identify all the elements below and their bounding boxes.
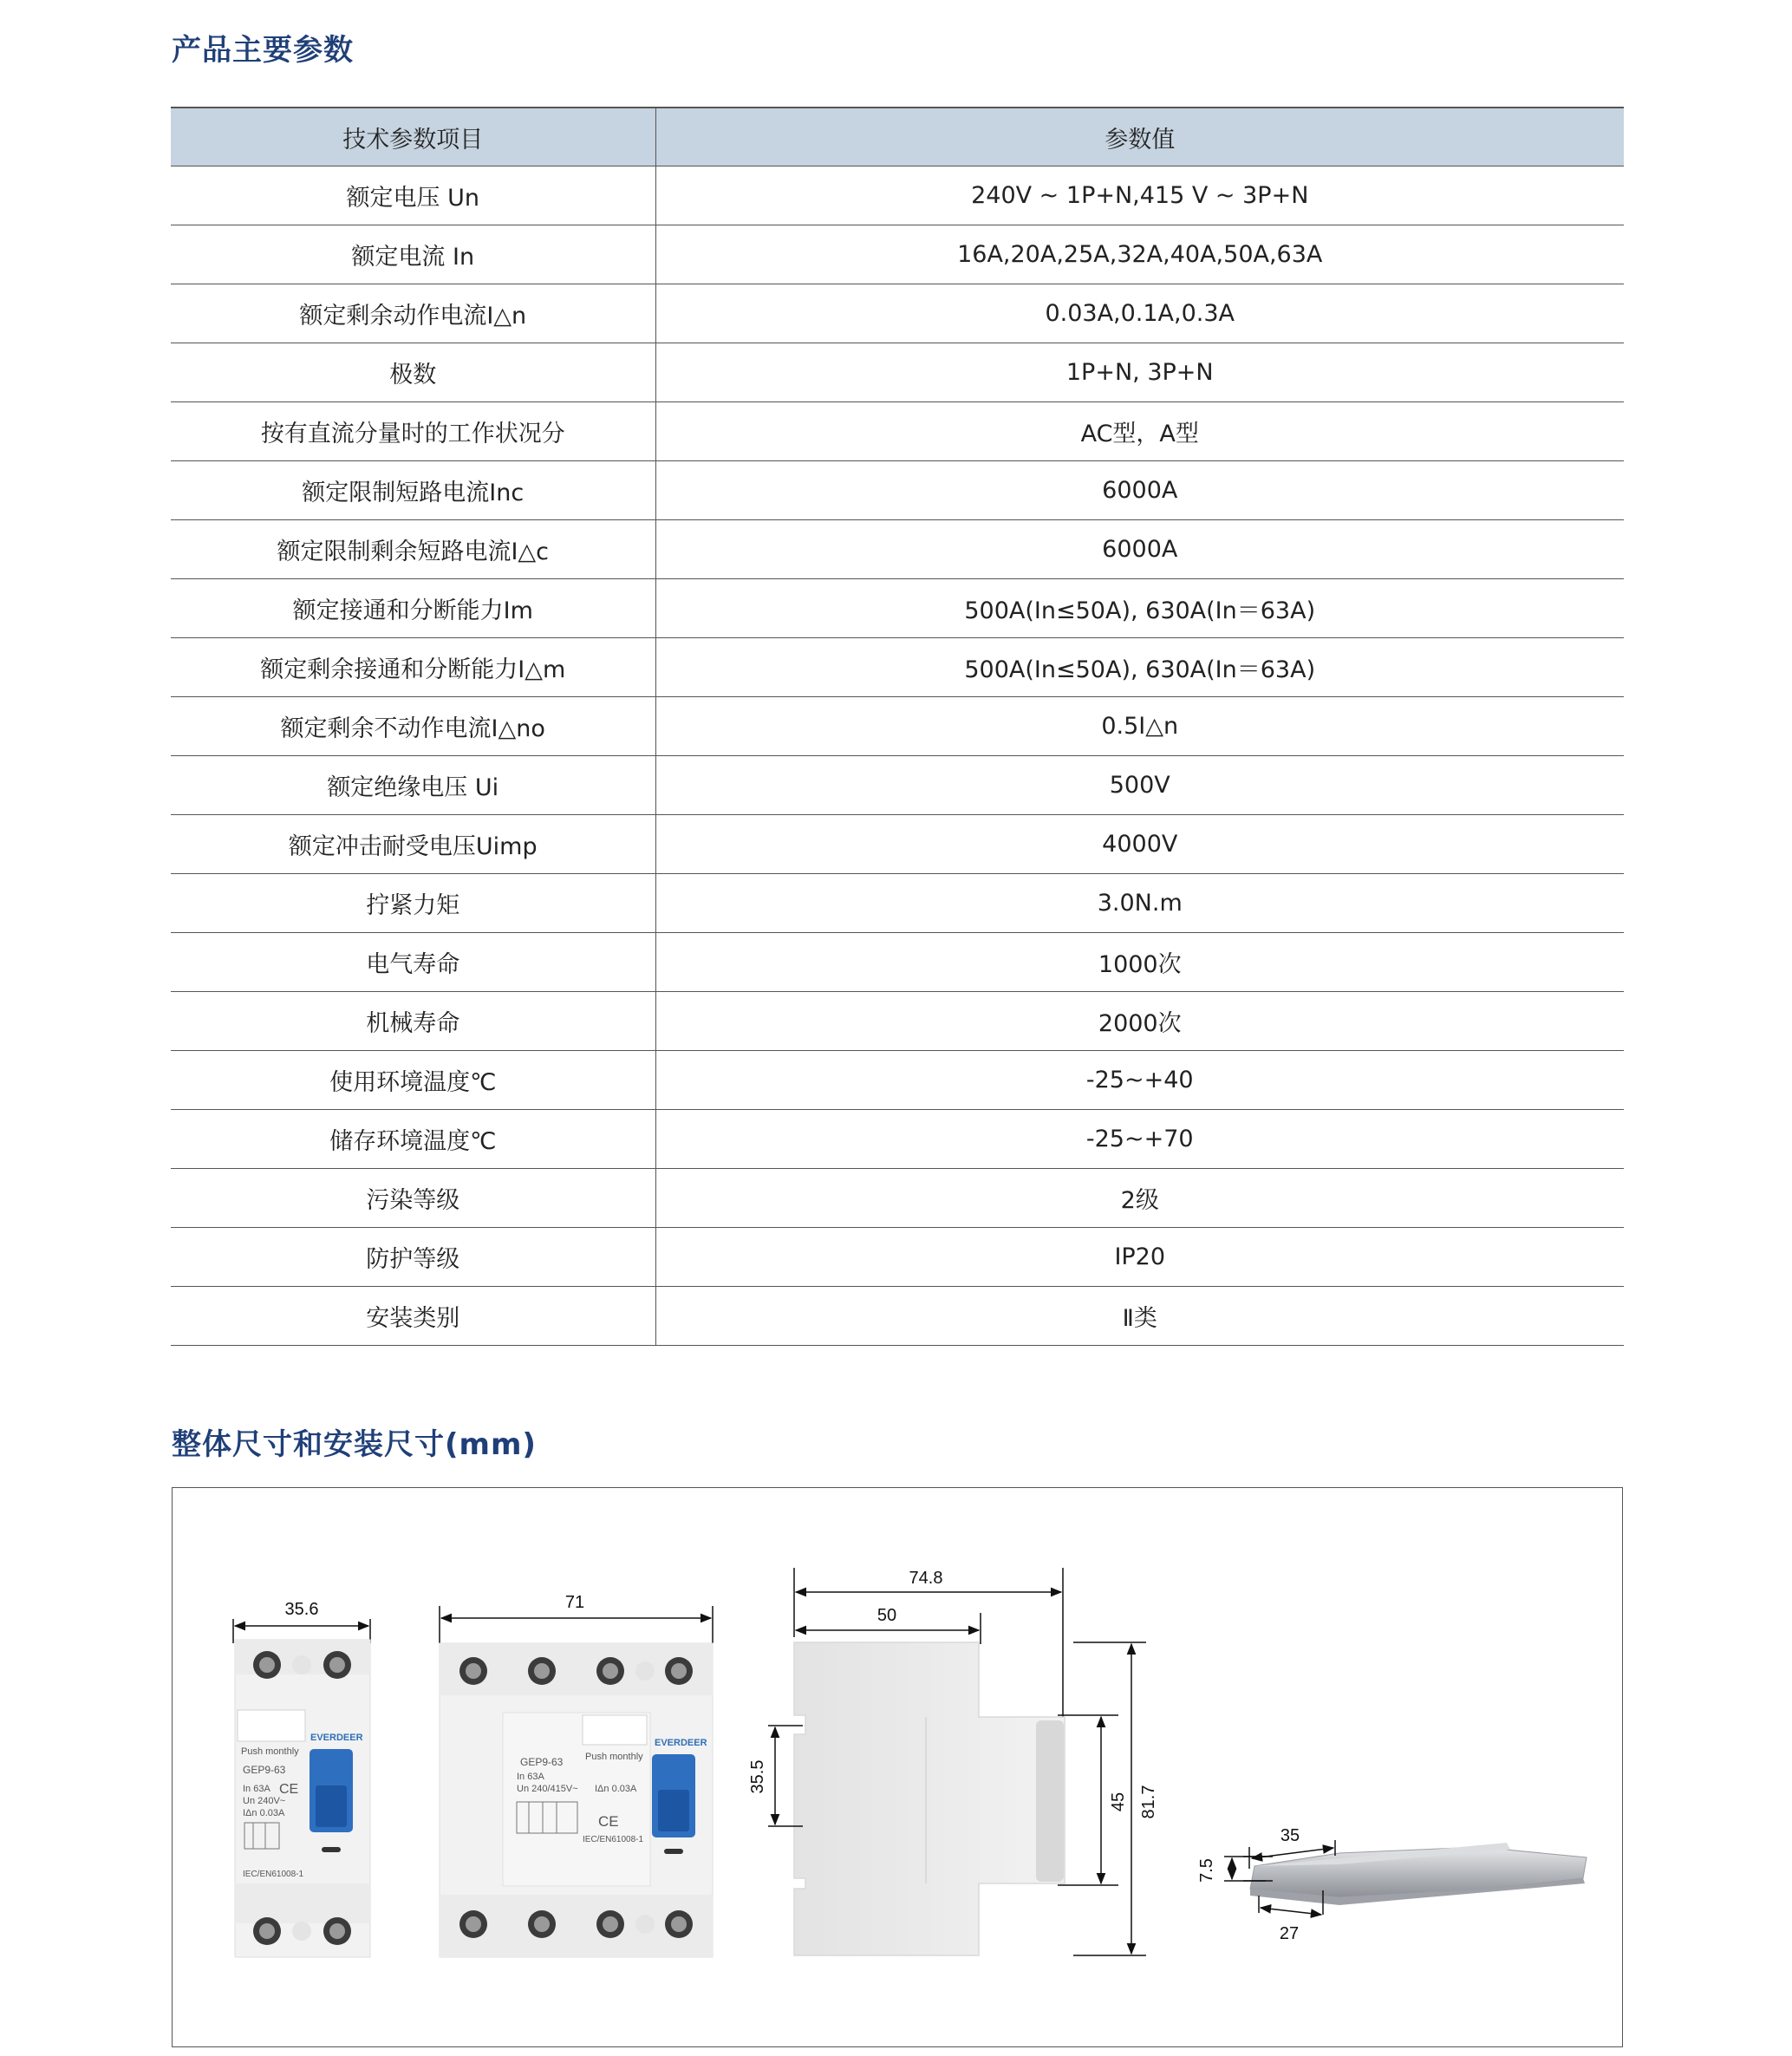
dimension-label-total-depth: 74.8 (909, 1569, 943, 1588)
parameter-value-cell: 6000A (655, 461, 1624, 520)
parameter-name-cell: 电气寿命 (171, 933, 655, 992)
dimension-label-2p-width: 35.6 (284, 1600, 319, 1619)
device-2p-in: In 63A (243, 1784, 270, 1794)
parameter-value-cell: 1P+N, 3P+N (655, 343, 1624, 402)
device-2p-push-label: Push monthly (241, 1746, 299, 1757)
parameter-name-cell: 污染等级 (171, 1169, 655, 1228)
parameter-name-cell: 额定剩余动作电流I△n (171, 284, 655, 343)
parameter-value-cell: 6000A (655, 520, 1624, 579)
parameter-name-cell: 额定限制短路电流Inc (171, 461, 655, 520)
dimension-label-front-height: 35.5 (748, 1759, 767, 1794)
parameter-value-cell: 2000次 (655, 992, 1624, 1051)
parameter-name-cell: 额定冲击耐受电压Uimp (171, 815, 655, 874)
parameter-name-cell: 安装类别 (171, 1287, 655, 1346)
device-4p-model: GEP9-63 (520, 1756, 564, 1768)
device-4p-un: Un 240/415V~ (517, 1784, 578, 1794)
parameter-name-cell: 机械寿命 (171, 992, 655, 1051)
parameter-name-cell: 额定剩余接通和分断能力I△m (171, 638, 655, 697)
parameter-value-cell: -25~+70 (655, 1110, 1624, 1169)
parameter-value-cell: 0.5I△n (655, 697, 1624, 756)
parameter-name-cell: 极数 (171, 343, 655, 402)
device-4p-ce-mark: CE (598, 1813, 619, 1830)
dimension-label-rail-height: 7.5 (1197, 1858, 1216, 1883)
parameter-name-cell: 额定接通和分断能力Im (171, 579, 655, 638)
device-2p-ce-mark: CE (279, 1782, 299, 1797)
parameter-value-cell: 500V (655, 756, 1624, 815)
device-2p-model: GEP9-63 (243, 1764, 286, 1776)
parameter-name-cell: 按有直流分量时的工作状况分 (171, 402, 655, 461)
parameter-name-cell: 额定电压 Un (171, 166, 655, 225)
device-2p-front (233, 1600, 370, 1957)
dimension-label-rail-inner: 27 (1279, 1924, 1300, 1943)
parameter-value-cell: 240V ~ 1P+N,415 V ~ 3P+N (655, 166, 1624, 225)
parameter-name-cell: 防护等级 (171, 1228, 655, 1287)
parameter-value-cell: 4000V (655, 815, 1624, 874)
dimension-label-4p-width: 71 (564, 1593, 585, 1612)
device-4p-idn: IΔn 0.03A (595, 1784, 637, 1794)
parameter-value-cell: 3.0N.m (655, 874, 1624, 933)
device-2p-standard: IEC/EN61008-1 (243, 1870, 304, 1879)
device-2p-un: Un 240V~ (243, 1796, 286, 1806)
device-4p-in: In 63A (517, 1772, 544, 1782)
device-4p-front (440, 1593, 713, 1957)
din-rail-drawing (1197, 1826, 1587, 1943)
parameter-name-cell: 储存环境温度℃ (171, 1110, 655, 1169)
dimension-label-body-depth: 50 (876, 1606, 897, 1625)
dimension-line-rail-inner (1261, 1908, 1321, 1915)
parameter-name-cell: 额定限制剩余短路电流I△c (171, 520, 655, 579)
column-header-value: 参数值 (655, 108, 1624, 166)
section-title-parameters: 产品主要参数 (172, 33, 354, 68)
device-side-profile (748, 1568, 1158, 1955)
dimension-label-rail-width: 35 (1280, 1826, 1300, 1845)
parameter-value-cell: 0.03A,0.1A,0.3A (655, 284, 1624, 343)
device-2p-brand-logo: EVERDEER (310, 1733, 363, 1743)
parameter-name-cell: 额定剩余不动作电流I△no (171, 697, 655, 756)
parameter-value-cell: AC型，A型 (655, 402, 1624, 461)
parameter-value-cell: 2级 (655, 1169, 1624, 1228)
parameter-value-cell: 16A,20A,25A,32A,40A,50A,63A (655, 225, 1624, 284)
parameter-name-cell: 额定电流 In (171, 225, 655, 284)
parameter-value-cell: 1000次 (655, 933, 1624, 992)
dimension-label-middle-height: 45 (1109, 1792, 1128, 1812)
parameter-value-cell: 500A(In≤50A), 630A(In＝63A) (655, 638, 1624, 697)
parameter-value-cell: -25~+40 (655, 1051, 1624, 1110)
parameter-value-cell: 500A(In≤50A), 630A(In＝63A) (655, 579, 1624, 638)
dimension-label-total-height: 81.7 (1139, 1785, 1158, 1819)
parameter-name-cell: 拧紧力矩 (171, 874, 655, 933)
parameter-value-cell: Ⅱ类 (655, 1287, 1624, 1346)
parameter-value-cell: IP20 (655, 1228, 1624, 1287)
parameter-name-cell: 使用环境温度℃ (171, 1051, 655, 1110)
device-2p-idn: IΔn 0.03A (243, 1808, 285, 1818)
column-header-item: 技术参数项目 (171, 108, 655, 166)
section-title-dimensions: 整体尺寸和安装尺寸(mm) (172, 1427, 537, 1462)
device-4p-push-label: Push monthly (585, 1752, 643, 1762)
device-4p-standard: IEC/EN61008-1 (583, 1835, 644, 1844)
parameter-name-cell: 额定绝缘电压 Ui (171, 756, 655, 815)
device-4p-brand-logo: EVERDEER (655, 1738, 707, 1748)
